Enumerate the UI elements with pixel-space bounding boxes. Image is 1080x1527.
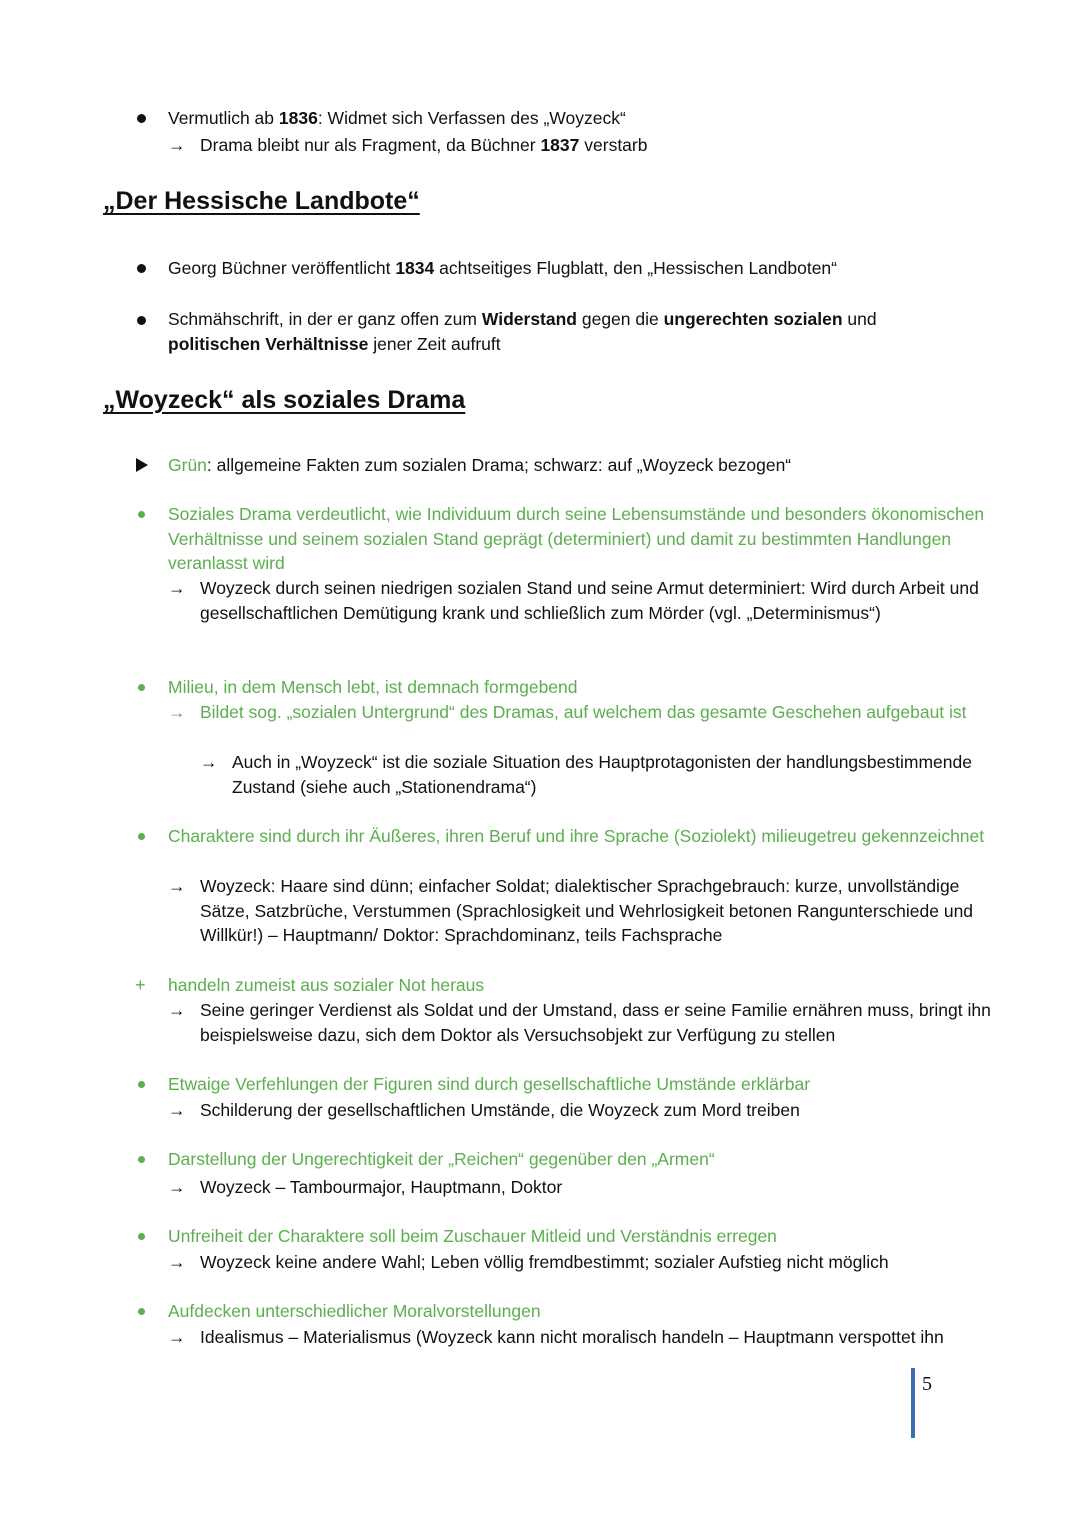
arrow-icon: →: [168, 1252, 186, 1272]
drama-fact-8-woyzeck: → Idealismus – Materialismus (Woyzeck kann nicht moralisch handeln – Hauptmann verspottet ihn: [168, 1325, 1020, 1350]
arrow-icon: →: [168, 876, 186, 896]
arrow-icon: →: [168, 1327, 186, 1347]
bullet-icon: [138, 833, 145, 840]
page-number: 5: [922, 1373, 932, 1395]
drama-fact-6-woyzeck: → Woyzeck – Tambourmajor, Hauptmann, Doktor: [168, 1175, 1010, 1200]
page-number-bar: [911, 1368, 915, 1438]
bullet-icon: [138, 1081, 145, 1088]
drama-fact-7: Unfreiheit der Charaktere soll beim Zuschauer Mitleid und Verständnis erregen: [168, 1226, 777, 1246]
drama-fact-2-sub: → Bildet sog. „sozialen Untergrund“ des Dramas, auf welchem das gesamte Geschehen aufgebaut ist: [168, 700, 1010, 725]
section-title-landbote: „Der Hessische Landbote“: [103, 187, 420, 215]
drama-fact-4-woyzeck: → Seine geringer Verdienst als Soldat und der Umstand, dass er seine Familie ernähren muss, bringt ihn beispielsweise dazu, sich dem Doktor als Versuchsobjekt zur Verfügung zu stellen: [168, 1000, 991, 1045]
bullet-icon: [138, 684, 145, 691]
intro-arrow-line: → Drama bleibt nur als Fragment, da Büchner 1837 verstarb: [168, 133, 1010, 158]
drama-fact-2-woyzeck: → Auch in „Woyzeck“ ist die soziale Situation des Hauptprotagonisten der handlungsbestimmende Zustand (siehe auch „Stationendrama“): [200, 752, 972, 797]
triangle-bullet-icon: [136, 458, 148, 472]
bullet-icon: [137, 264, 146, 273]
drama-fact-1-woyzeck: → Woyzeck durch seinen niedrigen sozialen Stand und seine Armut determiniert: Wird durch Arbeit und gesellschaftlichen Demütigung krank und schließlich zum Mörder (vgl. „Determinismus“): [168, 578, 979, 623]
drama-fact-8: Aufdecken unterschiedlicher Moralvorstellungen: [168, 1301, 541, 1321]
plus-icon: +: [135, 975, 146, 995]
arrow-icon: →: [168, 1177, 186, 1197]
drama-fact-3: Charaktere sind durch ihr Äußeres, ihren Beruf und ihre Sprache (Soziolekt) milieugetreu gekennzeichnet: [168, 826, 985, 846]
arrow-icon: →: [168, 702, 186, 722]
arrow-icon: →: [168, 1000, 186, 1020]
section-title-soziales-drama: „Woyzeck“ als soziales Drama: [103, 386, 466, 414]
drama-fact-5: Etwaige Verfehlungen der Figuren sind durch gesellschaftliche Umstände erklärbar: [168, 1074, 811, 1094]
drama-fact-5-woyzeck: → Schilderung der gesellschaftlichen Umstände, die Woyzeck zum Mord treiben: [168, 1098, 1010, 1123]
bullet-icon: [138, 511, 145, 518]
drama-fact-7-woyzeck: → Woyzeck keine andere Wahl; Leben völlig fremdbestimmt; sozialer Aufstieg nicht möglich: [168, 1250, 1010, 1275]
bullet-icon: [137, 316, 146, 325]
bullet-icon: [137, 114, 146, 123]
arrow-icon: →: [168, 578, 186, 598]
drama-fact-4: handeln zumeist aus sozialer Not heraus: [168, 975, 485, 995]
arrow-icon: →: [168, 1100, 186, 1120]
bullet-icon: [138, 1233, 145, 1240]
arrow-icon: →: [168, 135, 186, 155]
landbote-bullet-1: Georg Büchner veröffentlicht 1834 achtseitiges Flugblatt, den „Hessischen Landboten“: [168, 258, 837, 278]
drama-fact-3-woyzeck: → Woyzeck: Haare sind dünn; einfacher Soldat; dialektischer Sprachgebrauch: kurze, unvollständige Sätze, Satzbrüche, Verstummen (Sprachlosigkeit und Wehrlosigkeit betonen Rangunterschiede und Willkür!) – Hauptmann/ Doktor: Sprachdominanz, teils Fachsprache: [168, 876, 974, 945]
drama-fact-1: Soziales Drama verdeutlicht, wie Individuum durch seine Lebensumstände und besonders ökonomischen Verhältnisse und seinem sozialen Stand geprägt (determiniert) und damit zu bestimmten Handlungen veranlasst wird: [168, 504, 985, 573]
intro-bullet: Vermutlich ab 1836: Widmet sich Verfassen des „Woyzeck“: [168, 108, 626, 128]
arrow-icon: →: [200, 752, 218, 772]
landbote-bullet-2: Schmähschrift, in der er ganz offen zum Widerstand gegen die ungerechten sozialen und politischen Verhältnisse jener Zeit aufruft: [168, 309, 877, 354]
color-legend: Grün: allgemeine Fakten zum sozialen Drama; schwarz: auf „Woyzeck bezogen“: [168, 455, 792, 475]
bullet-icon: [138, 1156, 145, 1163]
drama-fact-6: Darstellung der Ungerechtigkeit der „Reichen“ gegenüber den „Armen“: [168, 1149, 715, 1169]
bullet-icon: [138, 1308, 145, 1315]
drama-fact-2: Milieu, in dem Mensch lebt, ist demnach formgebend: [168, 677, 578, 697]
